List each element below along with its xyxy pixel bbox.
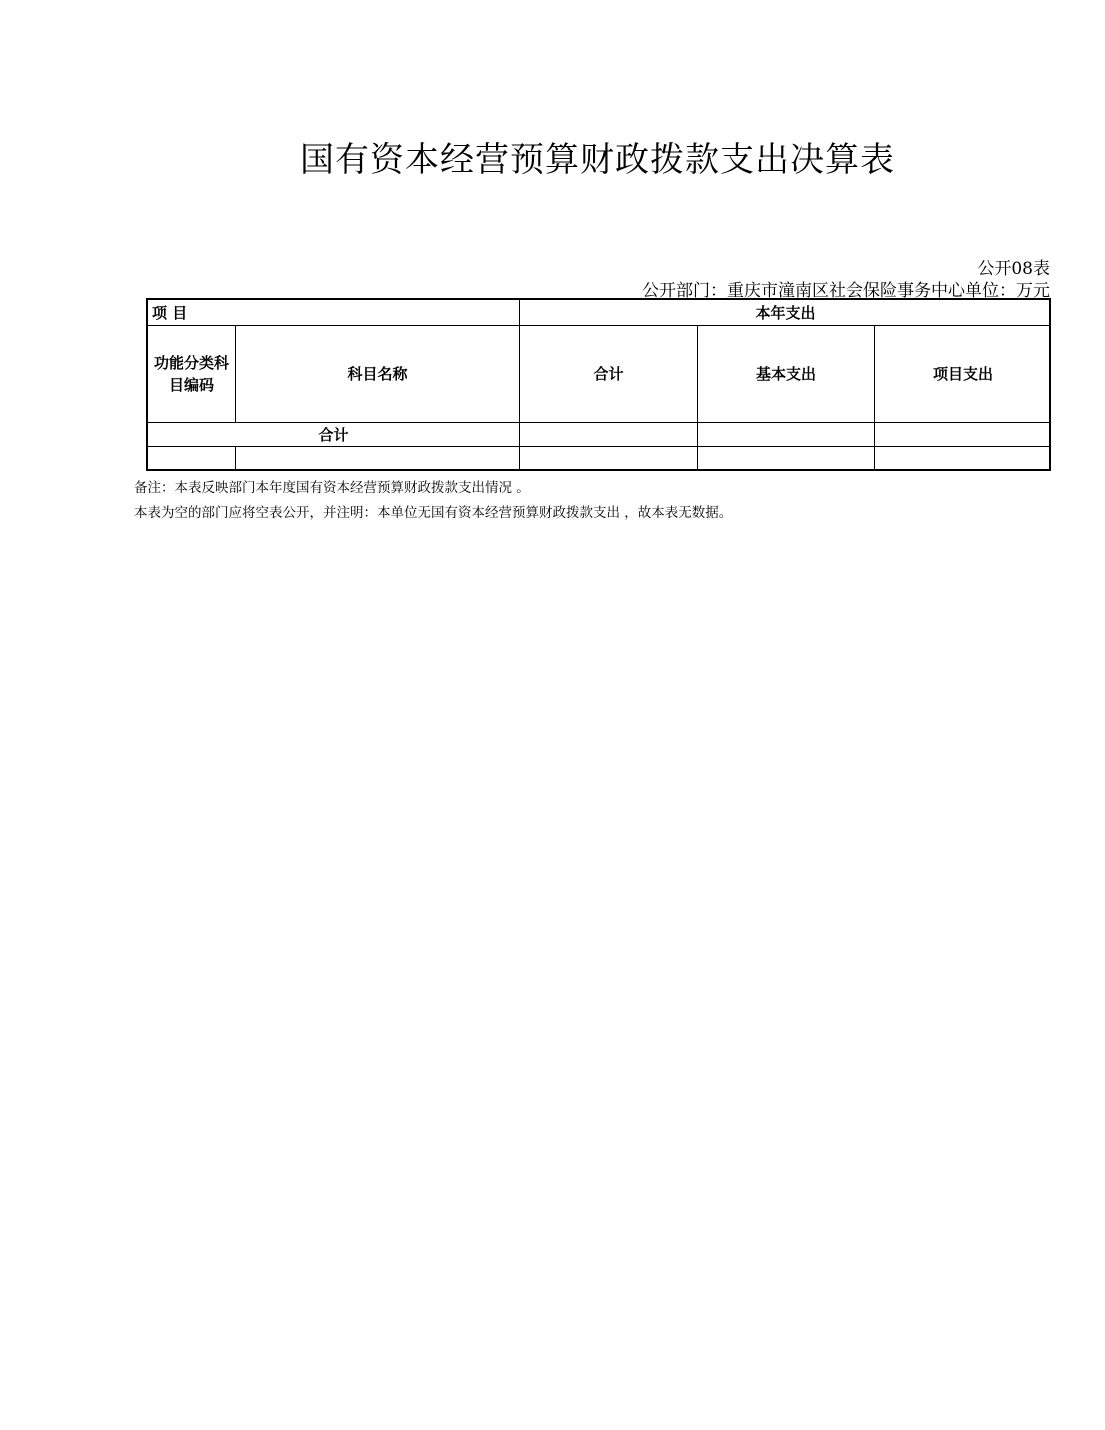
- header-subject-name: 科目名称: [236, 326, 520, 423]
- header-item: 项 目: [148, 300, 520, 326]
- data-row-code: [148, 447, 236, 471]
- data-row-basic: [698, 447, 875, 471]
- department-unit-line: 公开部门：重庆市潼南区社会保险事务中心单位：万元: [642, 281, 1050, 301]
- data-row-name: [236, 447, 520, 471]
- total-row-total: [520, 423, 698, 447]
- expenditure-table: [146, 298, 1051, 471]
- page-title: 国有资本经营预算财政拨款支出决算表: [300, 140, 895, 180]
- header-basic-expenditure: 基本支出: [698, 326, 875, 423]
- header-total: 合计: [520, 326, 698, 423]
- data-row-project: [875, 447, 1051, 471]
- total-row-project: [875, 423, 1051, 447]
- note-line-1: 备注：本表反映部门本年度国有资本经营预算财政拨款支出情况 。: [134, 480, 530, 496]
- header-this-year: 本年支出: [520, 300, 1051, 326]
- total-row-basic: [698, 423, 875, 447]
- header-function-code: 功能分类科目编码: [148, 326, 236, 423]
- total-row-label: 合计: [148, 423, 520, 447]
- table-code: 公开08表: [977, 259, 1050, 279]
- data-row-total: [520, 447, 698, 471]
- note-line-2: 本表为空的部门应将空表公开，并注明：本单位无国有资本经营预算财政拨款支出 ，故本表无数据。: [134, 505, 733, 521]
- header-project-expenditure: 项目支出: [875, 326, 1051, 423]
